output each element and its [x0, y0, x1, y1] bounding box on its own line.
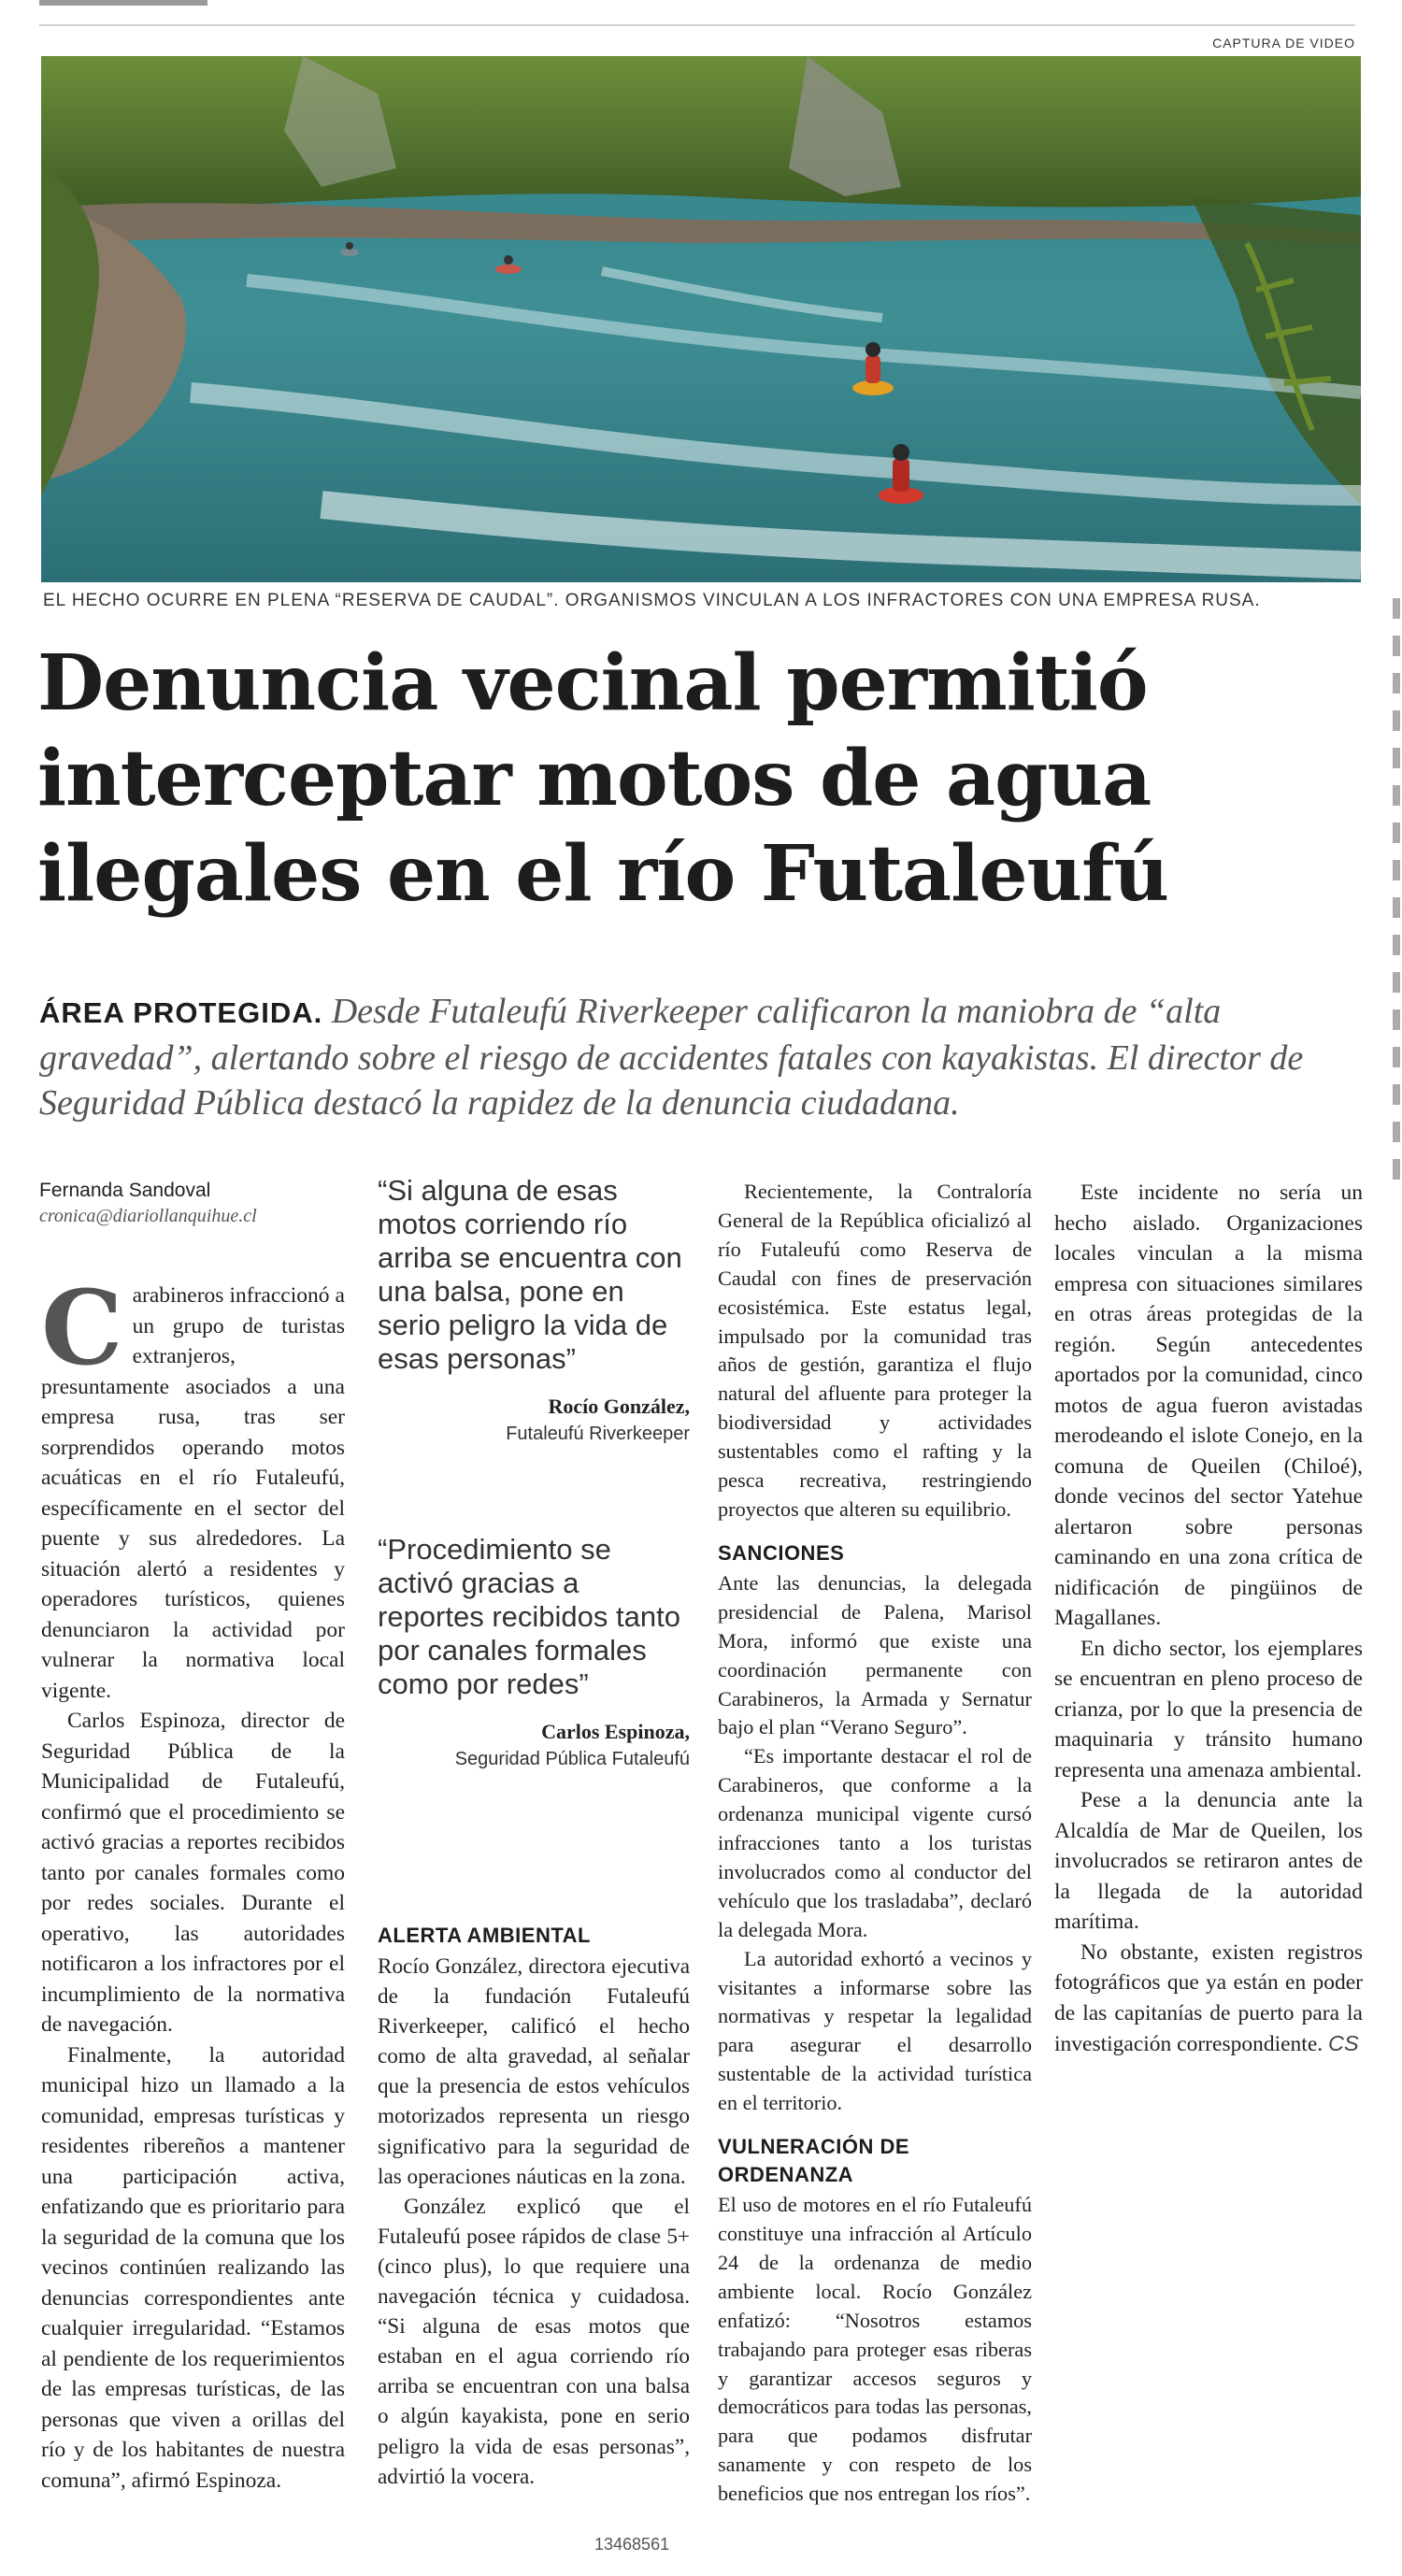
headline-line-3: ilegales en el río Futaleufú: [37, 829, 1169, 919]
paragraph-2: Carlos Espinoza, director de Seguridad Pública de la Municipalidad de Futaleufú, confirmó que el procedimiento se activó gracias a reportes recibidos tanto por canales formales como por redes sociales. Durante el operativo, las autoridades notificaron a los infractores por el incumplimiento de la normativa de navegación.: [41, 1709, 345, 2037]
paragraph-8: “Es importante destacar el rol de Carabineros, que conforme a la ordenanza municipal vigente cursó infracciones tanto a los turistas involucrados como al conductor del vehículo que los trasladaba”, declaró la delegada Mora.: [718, 1744, 1032, 1941]
paragraph-14-text: No obstante, existen registros fotográficos que ya están en poder de las capitanías de puerto para la investigación correspondiente.: [1054, 1939, 1363, 2056]
column-4: [1054, 1178, 1363, 2060]
deck: [39, 989, 1348, 1125]
column-1: [41, 1267, 345, 2496]
paragraph-5: González explicó que el Futaleufú posee rápidos de clase 5+ (cinco plus), lo que requiere una navegación técnica y cuidadosa. “Si alguna de esas motos que estaban en el agua corriendo río arriba se encuentran con una balsa o algún kayakista, pone en serio peligro la vida de esas personas”, advirtió la vocera.: [378, 2194, 690, 2489]
river-scene-illustration: [41, 56, 1361, 582]
paragraph-9: La autoridad exhortó a vecinos y visitantes a informarse sobre las normativas y respetar la legalidad para asegurar el desarrollo sustentable de la actividad turística en el territorio.: [718, 1946, 1032, 2115]
pull-quote-organization: Seguridad Pública Futaleufú: [454, 1749, 690, 1769]
pull-quote-2: [378, 1533, 690, 1772]
author-email: cronica@diariollanquihue.cl: [39, 1206, 257, 1226]
pull-quote-organization: Futaleufú Riverkeeper: [506, 1424, 690, 1444]
photo-credit: CAPTURA DE VIDEO: [1212, 36, 1355, 50]
headline: [37, 636, 1355, 922]
deck-text: Desde Futaleufú Riverkeeper calificaron la maniobra de “alta gravedad”, alertando sobre el riesgo de accidentes fatales con kayakistas. El director de Seguridad Pública destacó la rapidez de la denuncia ciudadana.: [39, 992, 1304, 1123]
column-2: [378, 1907, 690, 2492]
subhead-vulneracion: VULNERACIÓN DE ORDENANZA: [718, 2135, 910, 2187]
column-3: [718, 1178, 1032, 2509]
header-rule-mark: [39, 0, 207, 6]
deck-kicker: ÁREA PROTEGIDA.: [39, 996, 323, 1029]
paragraph-11: Este incidente no sería un hecho aislado. Organizaciones locales vinculan a la misma empresa con situaciones similares en otras áreas protegidas de la región. Según antecedentes aportados por la comunidad, cinco motos de agua fueron avistadas merodeando el islote Conejo, en la comuna de Queilen (Chiloé), donde vecinos del sector Yatehue alertaron sobre personas caminando en una zona crítica de nidificación de pingüinos de Magallanes.: [1054, 1181, 1363, 1630]
subhead-alerta-ambiental: ALERTA AMBIENTAL: [378, 1924, 591, 1947]
pull-quote-text: “Procedimiento se activó gracias a reportes recibidos tanto por canales formales como por redes”: [378, 1533, 680, 1700]
paragraph-7: Ante las denuncias, la delegada presidencial de Palena, Marisol Mora, informó que existe una coordinación permanente con Carabineros, la Armada y Sernatur bajo el plan “Verano Seguro”.: [718, 1570, 1032, 1739]
headline-line-1: Denuncia vecinal permitió: [37, 638, 1148, 728]
byline: [39, 1180, 338, 1227]
paragraph-6: Recientemente, la Contraloría General de la República oficializó al río Futaleufú como Reserva de Caudal con fines de preservación ecosistémica. Este estatus legal, impulsado por la comunidad tras años de gestión, garantiza el flujo natural del afluente para proteger la biodiversidad y actividades sustentables como el rafting y la pesca recreativa, restringiendo proyectos que alteren su equilibrio.: [718, 1180, 1032, 1521]
photo-caption: EL HECHO OCURRE EN PLENA “RESERVA DE CAUDAL”. ORGANISMOS VINCULAN A LOS INFRACTORES CON UNA EMPRESA RUSA.: [43, 591, 1261, 610]
pull-quote-text: “Si alguna de esas motos corriendo río arriba se encuentra con una balsa, pone en serio peligro la vida de esas personas”: [378, 1174, 682, 1375]
article-photo: [41, 56, 1361, 582]
paragraph-1-text: arabineros infraccionó a un grupo de turistas extranjeros, presuntamente asociados a una empresa rusa, tras ser sorprendidos operando motos acuáticas en el río Futaleufú, específicamente en el sector del puente y sus alrededores. La situación alertó a residentes y operadores turísticos, quienes denunciaron la actividad por vulnerar la normativa local vigente.: [41, 1283, 345, 1703]
adjacent-page-edge: [1391, 598, 1402, 2094]
header-rule: [39, 24, 1355, 26]
drop-cap: C: [41, 1267, 123, 1388]
pull-quote-author: [378, 1393, 690, 1421]
pull-quote-author-name: Rocío González,: [548, 1395, 690, 1418]
end-mark: CS: [1328, 2031, 1359, 2055]
pull-quote-author-name: Carlos Espinoza,: [541, 1720, 690, 1743]
author-name: Fernanda Sandoval: [39, 1180, 211, 1201]
paragraph-1: [41, 1267, 345, 1706]
pull-quote-author: [378, 1718, 690, 1746]
paragraph-4: Rocío González, directora ejecutiva de la fundación Futaleufú Riverkeeper, calificó el hecho como de alta gravedad, al señalar que la presencia de estos vehículos motorizados representa un riesgo significativo para la seguridad de las operaciones náuticas en la zona.: [378, 1954, 690, 2189]
page-id-stamp: 13468561: [594, 2535, 670, 2554]
paragraph-10-start: El uso de motores en el río Futaleufú constituye una infracción al Artículo 24 de la ordenanza de medio ambiente local. Rocío González enfatizó: “Nosotros estamos trabajando para proteger esas riberas y garantizar accesos seguros y democráticos para todas las personas, para que podamos disfrutar sanamente y con respeto de los beneficios que nos entregan los ríos”.: [718, 2193, 1032, 2506]
subhead-sanciones: SANCIONES: [718, 1540, 845, 1565]
pull-quote-1: [378, 1174, 690, 1447]
paragraph-12: En dicho sector, los ejemplares se encuentran en pleno proceso de crianza, por lo que la presencia de maquinaria y tránsito humano representa una amenaza ambiental.: [1054, 1636, 1363, 1782]
paragraph-3: Finalmente, la autoridad municipal hizo un llamado a la comunidad, empresas turísticas y residentes ribereños a mantener una participación activa, enfatizando que es prioritario para la seguridad de la comuna que los vecinos continúen realizando las denuncias correspondientes ante cualquier irregularidad. “Estamos al pendiente de los requerimientos de las empresas turísticas, de las personas que viven a orillas del río y de los habitantes de nuestra comuna”, afirmó Espinoza.: [41, 2042, 345, 2493]
headline-line-2: interceptar motos de agua: [37, 734, 1152, 823]
paragraph-14: [1054, 1938, 1363, 2060]
paragraph-13: Pese a la denuncia ante la Alcaldía de Mar de Queilen, los involucrados se retiraron antes de la llegada de la autoridad marítima.: [1054, 1788, 1363, 1934]
